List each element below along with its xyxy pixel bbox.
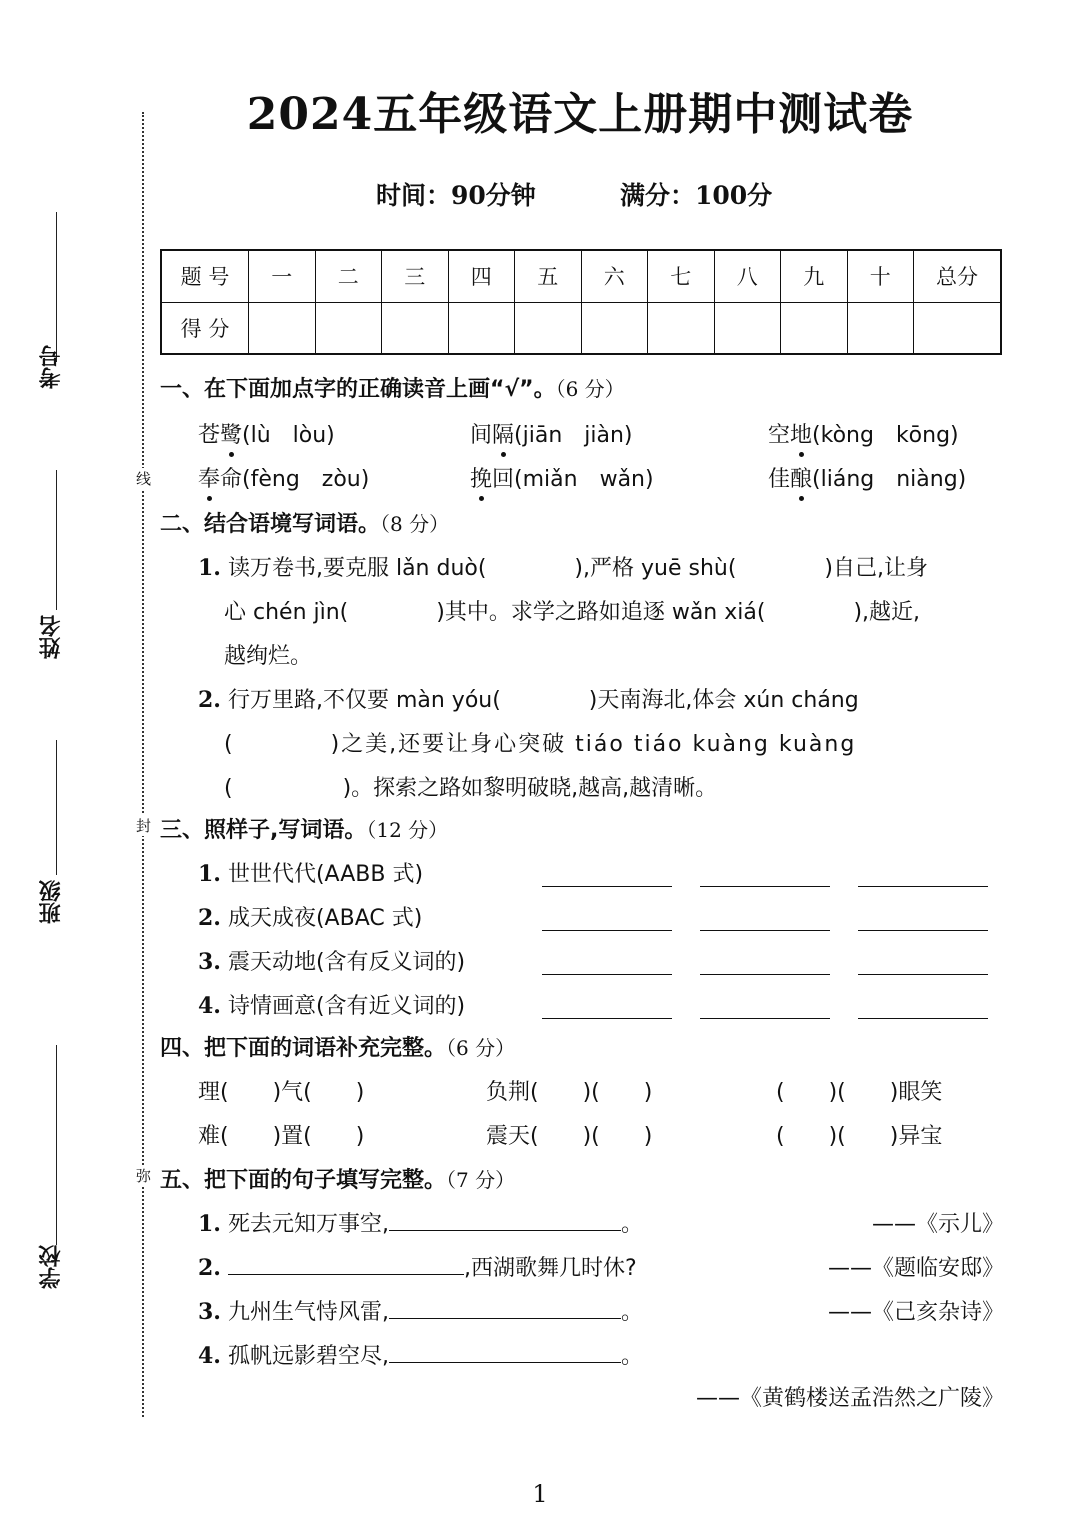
- class-line: [56, 740, 57, 875]
- section-3-points: （12 分）: [366, 818, 449, 842]
- poem-text: 。: [620, 1212, 643, 1237]
- table-cell: 四: [448, 250, 515, 302]
- fill-in-text[interactable]: ( )之美,还要让身心突破 tiáo tiáo kuàng kuàng: [224, 732, 857, 757]
- score-cell[interactable]: [847, 302, 914, 354]
- answer-blank[interactable]: [389, 1342, 621, 1363]
- section-2-points: （8 分）: [380, 512, 450, 536]
- poem-text: 九州生气恃风雷,: [227, 1300, 389, 1325]
- answer-blank[interactable]: [542, 1018, 672, 1019]
- question-line: [224, 639, 312, 670]
- pinyin-item: [768, 418, 959, 449]
- section-2-title: [160, 507, 449, 538]
- question-text: 越绚烂。: [224, 644, 313, 669]
- answer-blank[interactable]: [389, 1298, 621, 1319]
- table-cell: 八: [714, 250, 781, 302]
- poem-source: ——《黄鹤楼送孟浩然之广陵》: [695, 1386, 1004, 1411]
- question-line: [198, 551, 928, 582]
- answer-blank[interactable]: [700, 930, 830, 931]
- fill-in-text[interactable]: 读万卷书,要克服 lǎn duò( ),严格 yuē shù( )自己,让身: [227, 556, 929, 581]
- item-text: 苍: [198, 423, 221, 448]
- school-label: 学校: [39, 1245, 64, 1289]
- score-table-header-row: [161, 250, 1001, 302]
- table-cell: 二: [315, 250, 382, 302]
- section-5-points: （7 分）: [446, 1168, 516, 1192]
- pinyin-options[interactable]: (kòng kōng): [812, 423, 959, 448]
- page-number: 1: [532, 1480, 548, 1508]
- question-text: 成天成夜(ABAC 式): [227, 906, 423, 931]
- section-1-title: [160, 372, 625, 403]
- section-4-points: （6 分）: [446, 1036, 516, 1060]
- score-cell[interactable]: [714, 302, 781, 354]
- score-table-score-row: [161, 302, 1001, 354]
- item-text: 佳: [768, 467, 791, 492]
- pinyin-item: [768, 462, 966, 493]
- section-1-points: （6 分）: [555, 377, 625, 401]
- poem-source: ——《己亥杂诗》: [827, 1300, 1004, 1325]
- dotted-char: 地: [790, 418, 812, 449]
- answer-blank[interactable]: [700, 974, 830, 975]
- pinyin-options[interactable]: (jiān jiàn): [514, 423, 633, 448]
- section-4-title: [160, 1031, 515, 1062]
- score-cell[interactable]: [448, 302, 515, 354]
- exam-number-label: 考号: [39, 345, 64, 389]
- pinyin-options[interactable]: (lù lòu): [242, 423, 335, 448]
- section-1-title-text: 一、在下面加点字的正确读音上画“√”。: [160, 377, 556, 402]
- poem-source: ——《示儿》: [871, 1212, 1004, 1237]
- exam-time: 时间：90分钟: [376, 181, 536, 210]
- pinyin-item: [470, 418, 633, 449]
- idiom-fill[interactable]: 难( )置( ): [198, 1124, 365, 1149]
- item-text: 空: [768, 423, 791, 448]
- cut-mark-seal: 封: [136, 817, 152, 835]
- table-cell: 五: [515, 250, 582, 302]
- poem-line: [198, 1207, 643, 1238]
- score-cell[interactable]: [581, 302, 648, 354]
- table-cell: 一: [249, 250, 316, 302]
- poem-source: ——《题临安邸》: [827, 1256, 1004, 1281]
- question-number: 3.: [198, 1299, 221, 1325]
- cut-mark-line: 线: [136, 470, 152, 488]
- fill-in-text[interactable]: ( )。探索之路如黎明破晓,越高,越清晰。: [224, 776, 718, 801]
- question-text: 震天动地(含有反义词的): [227, 950, 466, 975]
- section-5-title: [160, 1163, 515, 1194]
- answer-blank[interactable]: [858, 886, 988, 887]
- poem-text: ,西湖歌舞几时休?: [463, 1256, 637, 1281]
- table-cell: 三: [382, 250, 449, 302]
- table-cell: 得 分: [161, 302, 249, 354]
- score-cell[interactable]: [249, 302, 316, 354]
- question-text: 世世代代(AABB 式): [227, 862, 424, 887]
- table-cell: 九: [781, 250, 848, 302]
- class-label: 班级: [39, 880, 64, 924]
- question-number: 2.: [198, 687, 221, 713]
- answer-blank[interactable]: [542, 930, 672, 931]
- score-table: [160, 249, 1002, 355]
- item-text: 回: [492, 467, 515, 492]
- section-5-title-text: 五、把下面的句子填写完整。: [160, 1168, 447, 1193]
- answer-blank[interactable]: [700, 886, 830, 887]
- dotted-char: 奉: [198, 462, 220, 493]
- poem-text: 。: [620, 1344, 643, 1369]
- page-title: 2024五年级语文上册期中测试卷: [246, 89, 914, 140]
- pinyin-options[interactable]: (fèng zòu): [242, 467, 370, 492]
- poem-line: [198, 1339, 643, 1370]
- idiom-fill[interactable]: 理( )气( ): [198, 1080, 365, 1105]
- list-item: [198, 901, 422, 932]
- question-number: 2.: [198, 1255, 221, 1281]
- section-4-title-text: 四、把下面的词语补充完整。: [160, 1036, 447, 1061]
- cut-mark-close: 弥: [136, 1167, 152, 1185]
- idiom-fill[interactable]: 负荆( )( ): [486, 1080, 653, 1105]
- section-3-title-text: 三、照样子,写词语。: [160, 818, 367, 843]
- dotted-char: 鹭: [220, 418, 242, 449]
- question-line: [224, 771, 717, 802]
- score-cell[interactable]: [648, 302, 715, 354]
- pinyin-item: [198, 418, 335, 449]
- fill-in-text[interactable]: 心 chén jìn( )其中。求学之路如追逐 wǎn xiá( ),越近,: [224, 600, 921, 625]
- pinyin-item: [470, 462, 654, 493]
- answer-blank[interactable]: [700, 1018, 830, 1019]
- exam-number-line: [56, 212, 57, 362]
- answer-blank[interactable]: [858, 1018, 988, 1019]
- answer-blank[interactable]: [542, 974, 672, 975]
- score-cell[interactable]: [781, 302, 848, 354]
- idiom-fill[interactable]: ( )( )眼笑: [776, 1080, 943, 1105]
- item-text: 间: [470, 423, 493, 448]
- question-number: 1.: [198, 861, 221, 887]
- poem-text: 死去元知万事空,: [227, 1212, 389, 1237]
- answer-blank[interactable]: [389, 1210, 621, 1231]
- table-cell: 总分: [914, 250, 1002, 302]
- answer-blank[interactable]: [228, 1254, 464, 1275]
- answer-blank[interactable]: [542, 886, 672, 887]
- fill-in-text[interactable]: 行万里路,不仅要 màn yóu( )天南海北,体会 xún cháng: [227, 688, 859, 713]
- score-cell[interactable]: [515, 302, 582, 354]
- pinyin-item: [198, 462, 369, 493]
- pinyin-options[interactable]: (liáng niàng): [812, 467, 967, 492]
- idiom-fill[interactable]: 震天( )( ): [486, 1124, 653, 1149]
- pinyin-options[interactable]: (miǎn wǎn): [514, 467, 654, 492]
- score-cell[interactable]: [914, 302, 1002, 354]
- section-2-title-text: 二、结合语境写词语。: [160, 512, 381, 537]
- question-text: 诗情画意(含有近义词的): [227, 994, 466, 1019]
- question-number: 3.: [198, 949, 221, 975]
- poem-line: [198, 1251, 637, 1282]
- name-line: [56, 470, 57, 610]
- list-item: [198, 989, 465, 1020]
- dotted-char: 隔: [492, 418, 514, 449]
- list-item: [198, 945, 465, 976]
- binding-dotted-line: [142, 112, 144, 1417]
- question-number: 1.: [198, 555, 221, 581]
- question-number: 1.: [198, 1211, 221, 1237]
- question-number: 4.: [198, 1343, 221, 1369]
- score-cell[interactable]: [315, 302, 382, 354]
- table-cell: 题 号: [161, 250, 249, 302]
- table-cell: 十: [847, 250, 914, 302]
- full-score: 满分：100分: [620, 181, 773, 210]
- school-line: [56, 1045, 57, 1245]
- idiom-fill[interactable]: ( )( )异宝: [776, 1124, 943, 1149]
- question-line: [224, 595, 920, 626]
- score-cell[interactable]: [382, 302, 449, 354]
- question-number: 2.: [198, 905, 221, 931]
- list-item: [198, 857, 423, 888]
- item-text: 命: [220, 467, 243, 492]
- name-label: 姓名: [39, 615, 64, 659]
- question-line: [224, 727, 856, 758]
- dotted-char: 酿: [790, 462, 812, 493]
- table-cell: 七: [648, 250, 715, 302]
- dotted-char: 挽: [470, 462, 492, 493]
- table-cell: 六: [581, 250, 648, 302]
- poem-line: [198, 1295, 643, 1326]
- answer-blank[interactable]: [858, 930, 988, 931]
- section-3-title: [160, 813, 448, 844]
- poem-text: 。: [620, 1300, 643, 1325]
- question-line: [198, 683, 859, 714]
- poem-text: 孤帆远影碧空尽,: [227, 1344, 389, 1369]
- answer-blank[interactable]: [858, 974, 988, 975]
- question-number: 4.: [198, 993, 221, 1019]
